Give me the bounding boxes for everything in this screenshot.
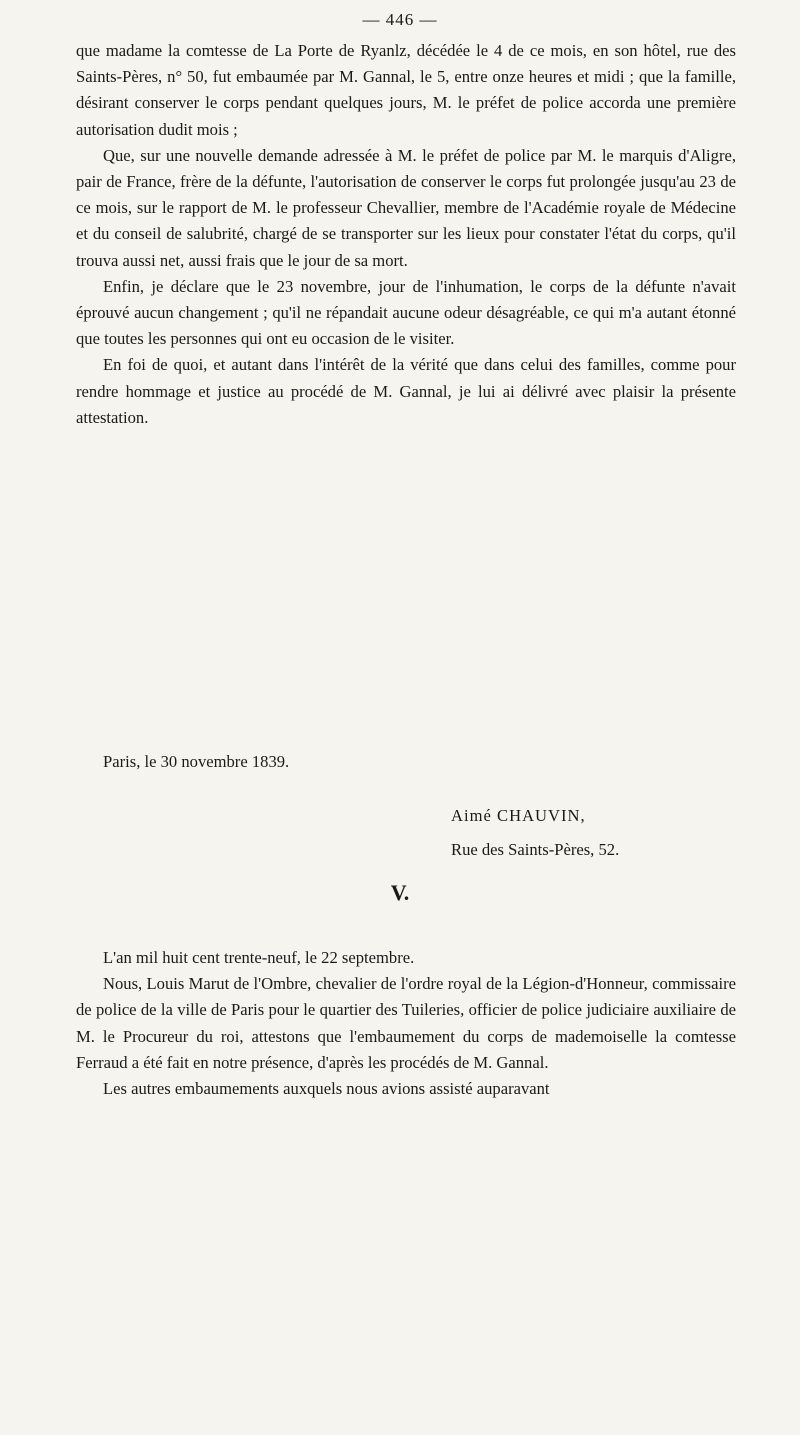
signature-block	[451, 799, 619, 867]
paragraph-1: que madame la comtesse de La Porte de Ryanlz, décédée le 4 de ce mois, en son hôtel, rue des Saints-Pères, n° 50, fut embaumée par M. Gannal, le 5, entre onze heures et midi ; que la famille, désirant conserver le corps pendant quelques jours, M. le préfet de police accorda une première autorisation dudit mois ;	[76, 41, 736, 139]
signature-name: Aimé CHAUVIN,	[451, 806, 586, 825]
section-paragraph-2: Nous, Louis Marut de l'Ombre, chevalier de l'ordre royal de la Légion-d'Honneur, commissaire de police de la ville de Paris pour le quartier des Tuileries, officier de police judiciaire auxiliaire de M. le Procureur du roi, attestons que l'embaumement du corps de mademoiselle la comtesse Ferraud a été fait en notre présence, d'après les procédés de M. Gannal.	[76, 974, 736, 1072]
letter-body	[76, 38, 736, 431]
signature-address: Rue des Saints-Pères, 52.	[451, 840, 620, 859]
paragraph-2: Que, sur une nouvelle demande adressée à M. le préfet de police par M. le marquis d'Aligre, pair de France, frère de la défunte, l'autorisation de conserver le corps fut prolongée jusqu'au 23 de ce mois, sur le rapport de M. le professeur Chevallier, membre de l'Académie royale de Médecine et du conseil de salubrité, chargé de se transporter sur les lieux pour constater l'état du corps, qu'il trouva aussi net, aussi frais que le jour de sa mort.	[76, 145, 736, 270]
section-number: V.	[390, 880, 410, 905]
page-number: — 446 —	[362, 10, 438, 29]
section-paragraph-3: Les autres embaumements auxquels nous avions assisté auparavant	[103, 1079, 550, 1099]
section-body	[76, 945, 736, 1102]
paragraph-3: Enfin, je déclare que le 23 novembre, jour de l'inhumation, le corps de la défunte n'avait éprouvé aucun changement ; qu'il ne répandait aucune odeur désagréable, ce qui m'a autant étonné que toutes les personnes qui ont eu occasion de le visiter.	[76, 276, 736, 349]
date-line: Paris, le 30 novembre 1839.	[103, 752, 290, 771]
paragraph-4: En foi de quoi, et autant dans l'intérêt de la vérité que dans celui des familles, comme pour rendre hommage et justice au procédé de M. Gannal, je lui ai délivré avec plaisir la présente attestation.	[76, 355, 736, 427]
section-paragraph-1: L'an mil huit cent trente-neuf, le 22 septembre.	[103, 948, 415, 967]
